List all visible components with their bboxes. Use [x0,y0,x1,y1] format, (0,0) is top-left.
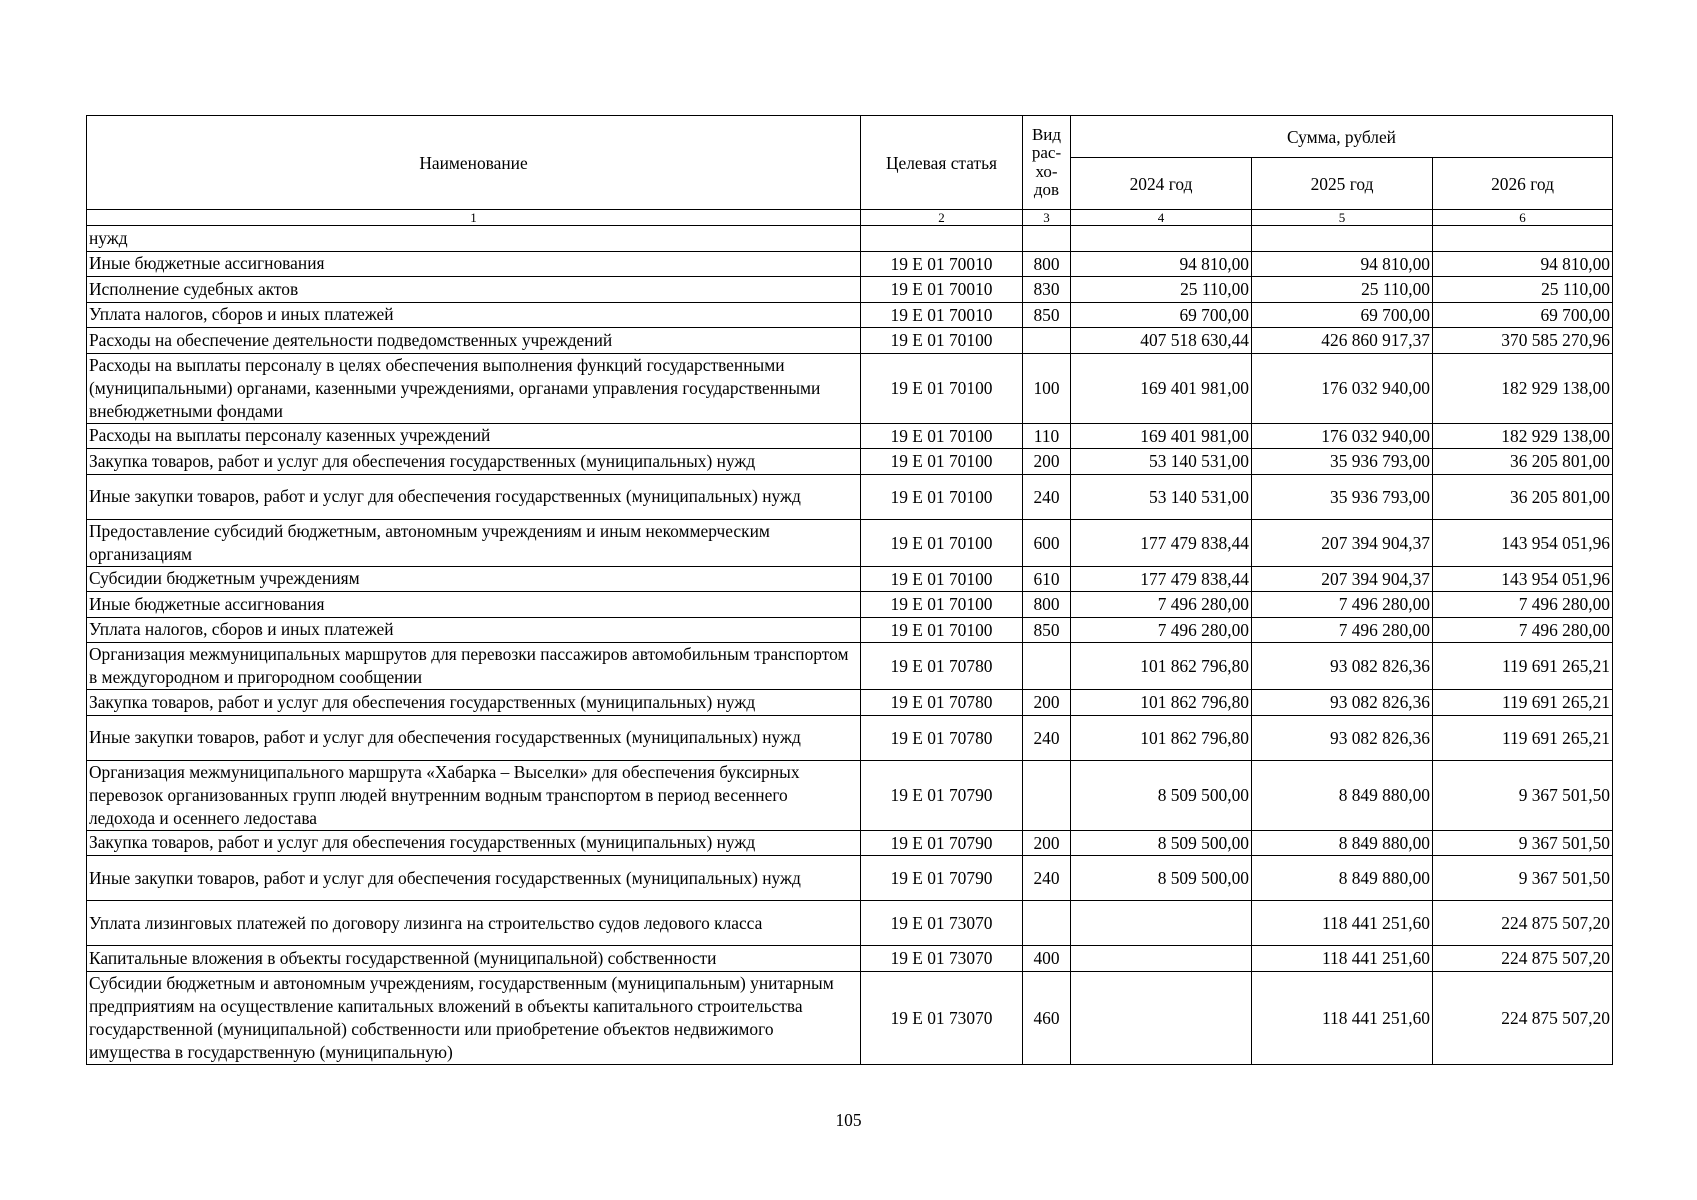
row-amount-2025: 94 810,00 [1252,251,1433,277]
row-amount-2026: 119 691 265,21 [1433,715,1613,760]
row-target-code: 19 Е 01 70100 [861,592,1023,618]
table-row [87,474,1613,519]
table-row [87,423,1613,449]
header-expense-type-line: Вид [1031,124,1062,144]
row-expense-type: 850 [1023,617,1071,643]
row-amount-2024 [1071,971,1252,1064]
row-amount-2025: 176 032 940,00 [1252,353,1433,423]
table-row [87,251,1613,277]
row-name: нужд [87,226,861,252]
table-row [87,946,1613,972]
row-target-code: 19 Е 01 70790 [861,830,1023,856]
row-amount-2025 [1252,226,1433,252]
row-amount-2024: 177 479 838,44 [1071,566,1252,592]
row-amount-2024: 177 479 838,44 [1071,519,1252,566]
row-target-code: 19 Е 01 70100 [861,449,1023,475]
row-name: Расходы на выплаты персоналу казенных учреждений [87,423,861,449]
page-number: 105 [835,1110,862,1130]
row-amount-2025: 8 849 880,00 [1252,830,1433,856]
row-target-code: 19 Е 01 70010 [861,302,1023,328]
table-row [87,566,1613,592]
row-amount-2025: 35 936 793,00 [1252,474,1433,519]
row-amount-2024: 101 862 796,80 [1071,715,1252,760]
row-expense-type: 240 [1023,856,1071,901]
header-code: Целевая статья [861,116,1023,210]
header-name: Наименование [87,116,861,210]
row-target-code: 19 Е 01 73070 [861,971,1023,1064]
row-expense-type: 850 [1023,302,1071,328]
row-amount-2026: 224 875 507,20 [1433,946,1613,972]
row-expense-type: 610 [1023,566,1071,592]
column-number: 6 [1433,210,1613,226]
header-sum: Сумма, рублей [1071,116,1613,158]
row-expense-type: 800 [1023,592,1071,618]
row-expense-type: 800 [1023,251,1071,277]
row-amount-2024: 25 110,00 [1071,277,1252,303]
row-name: Капитальные вложения в объекты государственной (муниципальной) собственности [87,946,861,972]
row-name: Закупка товаров, работ и услуг для обеспечения государственных (муниципальных) нужд [87,830,861,856]
table-row [87,901,1613,946]
row-name: Уплата налогов, сборов и иных платежей [87,617,861,643]
row-amount-2026: 36 205 801,00 [1433,474,1613,519]
row-amount-2026: 119 691 265,21 [1433,690,1613,716]
header-expense-type-line: хо- [1035,161,1058,181]
row-name: Предоставление субсидий бюджетным, автономным учреждениям и иным некоммерческим организациям [87,519,861,566]
row-amount-2024: 169 401 981,00 [1071,423,1252,449]
row-amount-2025: 8 849 880,00 [1252,856,1433,901]
row-expense-type [1023,901,1071,946]
row-amount-2024: 69 700,00 [1071,302,1252,328]
row-name: Уплата лизинговых платежей по договору лизинга на строительство судов ледового класса [87,901,861,946]
row-amount-2024 [1071,946,1252,972]
row-name: Расходы на обеспечение деятельности подведомственных учреждений [87,328,861,354]
row-amount-2025: 25 110,00 [1252,277,1433,303]
table-row [87,856,1613,901]
row-amount-2024 [1071,226,1252,252]
row-expense-type [1023,760,1071,830]
row-amount-2024: 101 862 796,80 [1071,690,1252,716]
header-expense-type [1023,116,1071,210]
row-amount-2024: 94 810,00 [1071,251,1252,277]
row-amount-2025: 7 496 280,00 [1252,592,1433,618]
row-amount-2026: 9 367 501,50 [1433,760,1613,830]
row-amount-2026: 7 496 280,00 [1433,617,1613,643]
row-name: Исполнение судебных актов [87,277,861,303]
row-amount-2025: 118 441 251,60 [1252,971,1433,1064]
row-amount-2026: 182 929 138,00 [1433,353,1613,423]
row-target-code: 19 Е 01 73070 [861,946,1023,972]
row-target-code: 19 Е 01 70100 [861,566,1023,592]
header-expense-type-line: рас- [1031,143,1062,162]
header-year-2026: 2026 год [1433,158,1613,210]
table-row [87,328,1613,354]
row-target-code [861,226,1023,252]
row-target-code: 19 Е 01 70010 [861,277,1023,303]
table-body [87,226,1613,1065]
row-amount-2025: 207 394 904,37 [1252,566,1433,592]
row-target-code: 19 Е 01 70780 [861,690,1023,716]
row-amount-2024: 8 509 500,00 [1071,856,1252,901]
row-amount-2024: 53 140 531,00 [1071,474,1252,519]
row-name: Организация межмуниципального маршрута «Хабарка – Выселки» для обеспечения буксирных перевозок организованных групп людей внутренним водным транспортом в период весеннего ледохода и осеннего ледостава [87,760,861,830]
row-expense-type: 600 [1023,519,1071,566]
row-target-code: 19 Е 01 70780 [861,643,1023,690]
row-target-code: 19 Е 01 70010 [861,251,1023,277]
header-year-2024: 2024 год [1071,158,1252,210]
row-expense-type: 200 [1023,690,1071,716]
table-row [87,592,1613,618]
row-name: Закупка товаров, работ и услуг для обеспечения государственных (муниципальных) нужд [87,690,861,716]
row-amount-2024: 169 401 981,00 [1071,353,1252,423]
row-target-code: 19 Е 01 70790 [861,856,1023,901]
row-name: Закупка товаров, работ и услуг для обеспечения государственных (муниципальных) нужд [87,449,861,475]
table-row [87,226,1613,252]
row-expense-type: 110 [1023,423,1071,449]
row-amount-2025: 207 394 904,37 [1252,519,1433,566]
row-amount-2024: 8 509 500,00 [1071,760,1252,830]
column-number: 2 [861,210,1023,226]
row-name: Расходы на выплаты персоналу в целях обеспечения выполнения функций государственными (муниципальными) органами, казенными учреждениями, органами управления государственными внебюджетными фондами [87,353,861,423]
table-row [87,830,1613,856]
table-row [87,643,1613,690]
row-amount-2024: 101 862 796,80 [1071,643,1252,690]
row-expense-type [1023,226,1071,252]
column-number: 1 [87,210,861,226]
row-expense-type: 830 [1023,277,1071,303]
row-expense-type: 400 [1023,946,1071,972]
row-amount-2026: 119 691 265,21 [1433,643,1613,690]
table-row [87,353,1613,423]
row-amount-2025: 8 849 880,00 [1252,760,1433,830]
table-row [87,760,1613,830]
budget-table [86,115,1613,1065]
table-row [87,277,1613,303]
row-amount-2025: 176 032 940,00 [1252,423,1433,449]
row-expense-type [1023,328,1071,354]
table-row [87,617,1613,643]
column-number: 4 [1071,210,1252,226]
row-amount-2026: 224 875 507,20 [1433,901,1613,946]
table-row [87,449,1613,475]
row-name: Организация межмуниципальных маршрутов для перевозки пассажиров автомобильным транспортом в междугородном и пригородном сообщении [87,643,861,690]
table-row [87,302,1613,328]
row-amount-2024: 8 509 500,00 [1071,830,1252,856]
row-target-code: 19 Е 01 70100 [861,353,1023,423]
row-amount-2026: 224 875 507,20 [1433,971,1613,1064]
row-expense-type: 240 [1023,715,1071,760]
row-amount-2026 [1433,226,1613,252]
row-amount-2026: 182 929 138,00 [1433,423,1613,449]
row-expense-type: 200 [1023,449,1071,475]
row-amount-2024: 7 496 280,00 [1071,592,1252,618]
row-expense-type: 100 [1023,353,1071,423]
row-expense-type: 460 [1023,971,1071,1064]
row-target-code: 19 Е 01 70100 [861,519,1023,566]
row-amount-2026: 9 367 501,50 [1433,830,1613,856]
row-amount-2025: 118 441 251,60 [1252,946,1433,972]
column-number: 3 [1023,210,1071,226]
row-amount-2026: 7 496 280,00 [1433,592,1613,618]
row-target-code: 19 Е 01 70100 [861,423,1023,449]
row-amount-2025: 426 860 917,37 [1252,328,1433,354]
row-expense-type: 200 [1023,830,1071,856]
row-amount-2026: 143 954 051,96 [1433,566,1613,592]
row-name: Иные бюджетные ассигнования [87,592,861,618]
row-amount-2026: 94 810,00 [1433,251,1613,277]
table-row [87,971,1613,1064]
row-amount-2025: 93 082 826,36 [1252,643,1433,690]
row-expense-type: 240 [1023,474,1071,519]
row-amount-2025: 93 082 826,36 [1252,715,1433,760]
table-row [87,519,1613,566]
row-name: Иные бюджетные ассигнования [87,251,861,277]
row-amount-2025: 35 936 793,00 [1252,449,1433,475]
row-amount-2025: 118 441 251,60 [1252,901,1433,946]
header-expense-type-line: дов [1033,180,1060,199]
table-row [87,715,1613,760]
row-amount-2026: 370 585 270,96 [1433,328,1613,354]
row-name: Уплата налогов, сборов и иных платежей [87,302,861,328]
row-amount-2024 [1071,901,1252,946]
row-target-code: 19 Е 01 70100 [861,474,1023,519]
row-amount-2024: 53 140 531,00 [1071,449,1252,475]
row-amount-2025: 93 082 826,36 [1252,690,1433,716]
row-amount-2026: 36 205 801,00 [1433,449,1613,475]
table-row [87,690,1613,716]
row-expense-type [1023,643,1071,690]
row-name: Иные закупки товаров, работ и услуг для обеспечения государственных (муниципальных) нужд [87,474,861,519]
row-name: Субсидии бюджетным и автономным учреждениям, государственным (муниципальным) унитарным предприятиям на осуществление капитальных вложений в объекты капитального строительства государственной (муниципальной) собственности или приобретение объектов недвижимого имущества в государственную (муниципальную) [87,971,861,1064]
row-amount-2026: 9 367 501,50 [1433,856,1613,901]
row-target-code: 19 Е 01 73070 [861,901,1023,946]
row-amount-2026: 143 954 051,96 [1433,519,1613,566]
row-target-code: 19 Е 01 70100 [861,617,1023,643]
row-name: Иные закупки товаров, работ и услуг для обеспечения государственных (муниципальных) нужд [87,856,861,901]
row-amount-2024: 7 496 280,00 [1071,617,1252,643]
header-year-2025: 2025 год [1252,158,1433,210]
table-header [87,116,1613,226]
row-target-code: 19 Е 01 70790 [861,760,1023,830]
row-target-code: 19 Е 01 70100 [861,328,1023,354]
row-name: Иные закупки товаров, работ и услуг для обеспечения государственных (муниципальных) нужд [87,715,861,760]
row-target-code: 19 Е 01 70780 [861,715,1023,760]
row-amount-2025: 69 700,00 [1252,302,1433,328]
row-amount-2024: 407 518 630,44 [1071,328,1252,354]
row-amount-2026: 25 110,00 [1433,277,1613,303]
column-number: 5 [1252,210,1433,226]
row-amount-2025: 7 496 280,00 [1252,617,1433,643]
row-amount-2026: 69 700,00 [1433,302,1613,328]
row-name: Субсидии бюджетным учреждениям [87,566,861,592]
